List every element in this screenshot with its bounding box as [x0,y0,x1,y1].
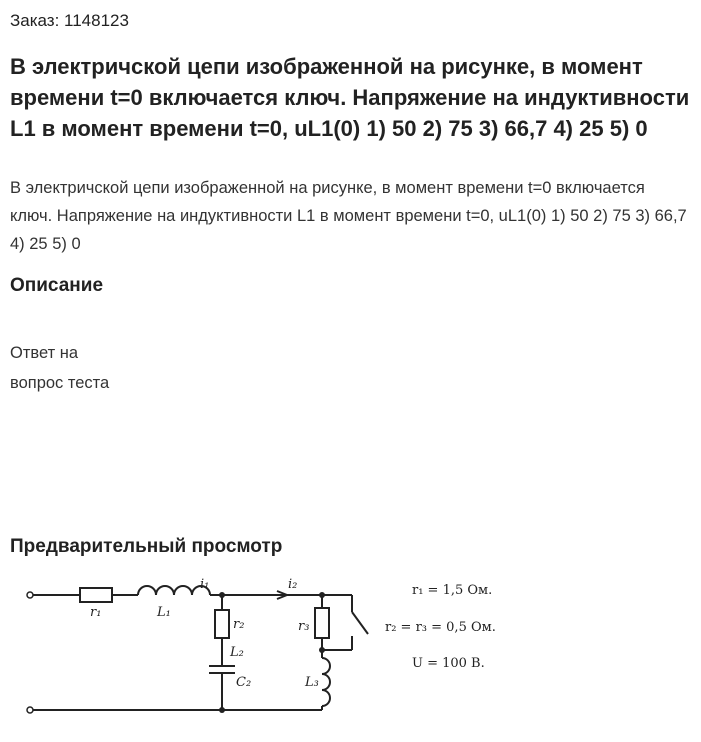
node-switch [319,647,325,653]
param-r2-r3: r₂ = r₃ = 0,5 Ом. [385,620,496,635]
param-u: U = 100 В. [412,656,485,671]
preview-heading: Предварительный просмотр [10,536,283,557]
node-bottom [219,707,225,713]
label-l3: L₃ [305,675,319,690]
inductor-l3 [322,658,330,706]
terminal-bottom [27,707,33,713]
description-text [10,338,210,398]
label-r3: r₃ [298,619,310,634]
label-i1: i₁ [200,577,210,592]
description-line-2: вопрос теста [10,374,110,392]
description-heading: Описание [10,275,104,296]
question-text: В электричской цепи изображенной на рисунке, в момент времени t=0 включается ключ. Напряжение на индуктивности L1 в момент времени t=0, uL1(0) 1) 50 2) 75 3) 66,7 4) 25 5) 0 [10,179,687,253]
resistor-r2 [215,610,229,638]
resistor-r3 [315,608,329,638]
label-c2: C₂ [236,675,252,690]
param-r1: r₁ = 1,5 Ом. [412,583,493,598]
label-r1: r₁ [90,605,102,620]
page-title: В электричской цепи изображенной на рисунке, в момент времени t=0 включается ключ. Напряжение на индуктивности L1 в момент времени t=0, uL1(0) 1) 50 2) 75 3) 66,7 4) 25 5) 0 [10,54,690,141]
node-right [319,592,325,598]
node-left [219,592,225,598]
switch-blade [352,612,368,634]
label-i2: i₂ [288,577,298,592]
order-number: Заказ: 1148123 [10,11,129,30]
description-line-1: Ответ на [10,344,79,362]
circuit-diagram [0,570,701,742]
circuit-nodes [27,592,325,713]
terminal-top [27,592,33,598]
circuit-params [385,583,496,671]
resistor-r1 [80,588,112,602]
label-l2: L₂ [230,645,244,660]
circuit-wires [33,586,368,710]
label-r2: r₂ [233,617,245,632]
label-l1: L₁ [157,605,171,620]
